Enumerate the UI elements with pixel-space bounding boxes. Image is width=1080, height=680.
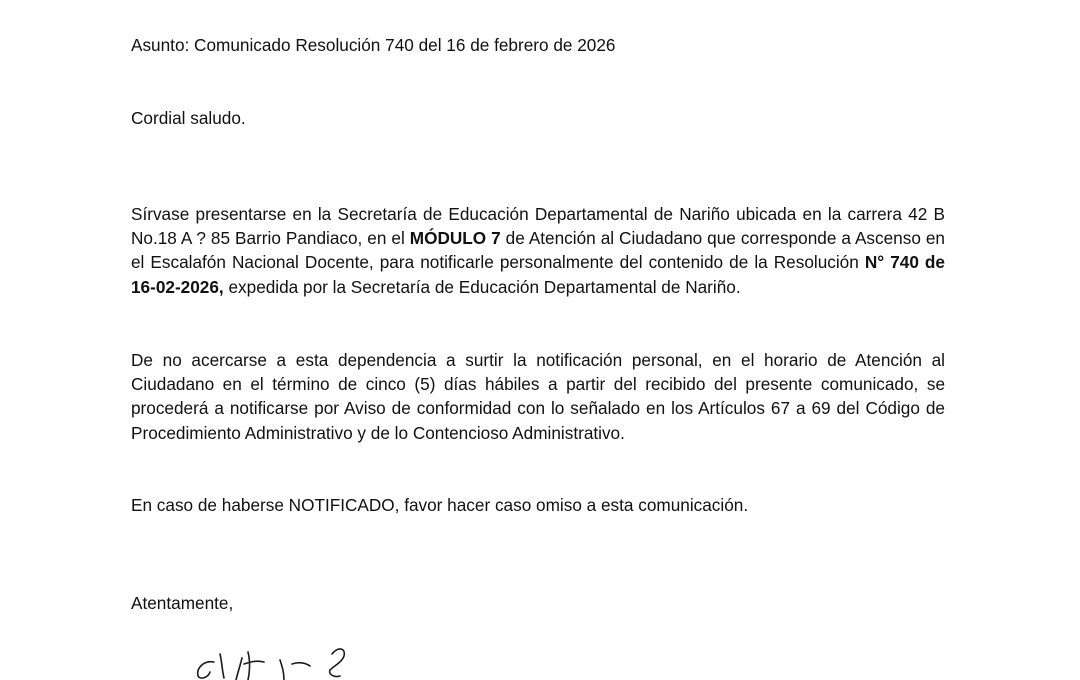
letter-subject: Asunto: Comunicado Resolución 740 del 16 de febrero de 2026 xyxy=(131,35,616,55)
paragraph-text: Sírvase presentarse en la Secretaría de Educación Departamental de Nariño ubicada en la carrera 42 B No.18 A ? 85 Barrio Pandiaco, en el xyxy=(131,204,945,249)
body-paragraph-appointment xyxy=(131,202,945,299)
letter-greeting: Cordial saludo. xyxy=(131,108,246,128)
body-paragraph-notice: De no acercarse a esta dependencia a surtir la notificación personal, en el horario de Atención al Ciudadano en el término de cinco (5) días hábiles a partir del recibido del presente comunicado, se procederá a notificarse por Aviso de conformidad con lo señalado en los Artículos 67 a 69 del Código de Procedimiento Administrativo y de lo Contencioso Administrativo. xyxy=(131,350,945,443)
resolution-number: N° 740 de 16-02-2026, xyxy=(131,252,945,297)
module-number: MÓDULO 7 xyxy=(409,228,501,249)
body-paragraph-omit: En caso de haberse NOTIFICADO, favor hacer caso omiso a esta comunicación. xyxy=(131,495,749,515)
handwritten-signature xyxy=(192,640,362,680)
paragraph-text: expedida por la Secretaría de Educación Departamental de Nariño. xyxy=(223,276,741,297)
letter-closing: Atentamente, xyxy=(131,593,234,613)
paragraph-text: de Atención al Ciudadano que corresponde a Ascenso en el Escalafón Nacional Docente, para notificarle personalmente del contenido de la Resolución xyxy=(131,228,945,273)
